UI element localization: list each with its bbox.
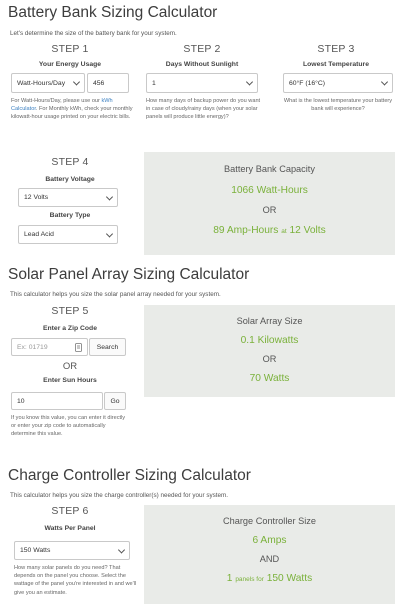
step1-help-text-b: . For Monthly kWh, check your monthly kilowatt-hour usage printed on your electric bills. (11, 106, 133, 121)
step1-heading: STEP 1 (51, 43, 89, 55)
panel-count: 1 (226, 573, 233, 584)
days-without-sunlight-label: Days Without Sunlight (165, 61, 239, 68)
chevron-down-icon (106, 230, 113, 237)
watts-per-panel-label: Watts Per Panel (44, 525, 96, 532)
solar-intro: This calculator helps you size the solar panel array needed for your system. (10, 291, 221, 298)
zip-search-button[interactable]: Search (89, 338, 126, 356)
chevron-down-icon (118, 546, 125, 553)
sun-hours-go-button[interactable]: Go (104, 392, 126, 410)
autofill-icon (75, 343, 82, 352)
step1-help (11, 97, 133, 122)
sun-hours-label: Enter Sun Hours (43, 377, 97, 384)
step2-help: How many days of backup power do you want in case of cloudy/rainy days (when your solar panels will produce little energy)? (146, 98, 261, 121)
battery-type-value: Lead Acid (24, 231, 54, 238)
battery-section-title: Battery Bank Sizing Calculator (8, 4, 218, 21)
zip-code-label: Enter a Zip Code (42, 325, 97, 332)
solar-array-watts: 70 Watts (249, 373, 290, 384)
battery-voltage-select[interactable] (18, 188, 118, 207)
battery-type-label: Battery Type (49, 212, 91, 219)
battery-capacity-title: Battery Bank Capacity (224, 164, 315, 174)
kwh-calculator-link[interactable]: kWh Calculator (11, 98, 113, 113)
battery-type-select[interactable] (18, 225, 118, 244)
lowest-temperature-select[interactable] (283, 73, 393, 93)
solar-array-panel (144, 305, 395, 397)
energy-unit-value: Watt-Hours/Day (17, 79, 66, 87)
amp-hours-value: 89 Amp-Hours (213, 225, 279, 236)
temperature-value: 60°F (16°C) (289, 79, 326, 87)
step6-heading: STEP 6 (51, 505, 89, 517)
sun-hours-input[interactable] (11, 392, 103, 410)
battery-capacity-amp-hours (144, 225, 395, 236)
step4-heading: STEP 4 (51, 156, 89, 168)
solar-array-kilowatts: 0.1 Kilowatts (240, 335, 299, 346)
lowest-temperature-label: Lowest Temperature (303, 61, 369, 68)
chevron-down-icon (381, 78, 388, 85)
step2-heading: STEP 2 (183, 43, 221, 55)
battery-voltage-value: 12 Volts (24, 194, 49, 201)
energy-usage-label: Your Energy Usage (38, 61, 102, 68)
charge-controller-and: AND (259, 554, 280, 564)
chevron-down-icon (246, 78, 253, 85)
solar-array-or: OR (262, 354, 277, 364)
watts-per-panel-select[interactable] (14, 541, 130, 560)
days-without-sunlight-select[interactable] (146, 73, 258, 93)
energy-usage-input[interactable] (87, 73, 129, 93)
battery-capacity-watt-hours: 1066 Watt-Hours (231, 185, 308, 196)
charge-controller-panel (144, 505, 395, 604)
controller-section-title: Charge Controller Sizing Calculator (8, 467, 251, 484)
solar-array-title: Solar Array Size (236, 316, 303, 326)
zip-code-placeholder: Ex: 01719 (17, 343, 48, 351)
panels-for-text: panels for (235, 576, 264, 583)
battery-intro: Let's determine the size of the battery bank for your system. (10, 30, 177, 37)
controller-intro: This calculator helps you size the charge controller(s) needed for your system. (10, 492, 229, 499)
charge-controller-amps: 6 Amps (252, 535, 287, 546)
step1-help-text-a: For Watt-Hours/Day, please use our (11, 98, 102, 104)
battery-voltage-label: Battery Voltage (45, 176, 95, 183)
energy-usage-value: 456 (93, 79, 105, 87)
step5-heading: STEP 5 (51, 305, 89, 317)
battery-capacity-or: OR (262, 205, 277, 215)
charge-controller-panels (144, 573, 395, 584)
amp-hours-volts: 12 Volts (289, 225, 326, 236)
step3-heading: STEP 3 (317, 43, 355, 55)
solar-or: OR (62, 361, 78, 372)
energy-unit-select[interactable] (11, 73, 85, 93)
charge-controller-title: Charge Controller Size (223, 516, 316, 526)
solar-section-title: Solar Panel Array Sizing Calculator (8, 266, 250, 283)
days-value: 1 (152, 79, 156, 87)
watts-per-panel-value: 150 Watts (20, 547, 51, 554)
step3-help: What is the lowest temperature your battery bank will experience? (283, 98, 393, 113)
chevron-down-icon (73, 78, 80, 85)
amp-hours-at: at (281, 228, 287, 235)
chevron-down-icon (106, 193, 113, 200)
step6-help: How many solar panels do you need? That depends on the panel you choose. Select the wattage of the panel you're interested in and we'll give you an estimate. (14, 565, 137, 596)
sun-hours-value: 10 (17, 397, 25, 405)
zip-code-input[interactable] (11, 338, 88, 356)
panel-watts: 150 Watts (266, 573, 313, 584)
battery-capacity-panel (144, 152, 395, 255)
step5-help: If you know this value, you can enter it directly or enter your zip code to automatically determine this value. (11, 415, 126, 438)
